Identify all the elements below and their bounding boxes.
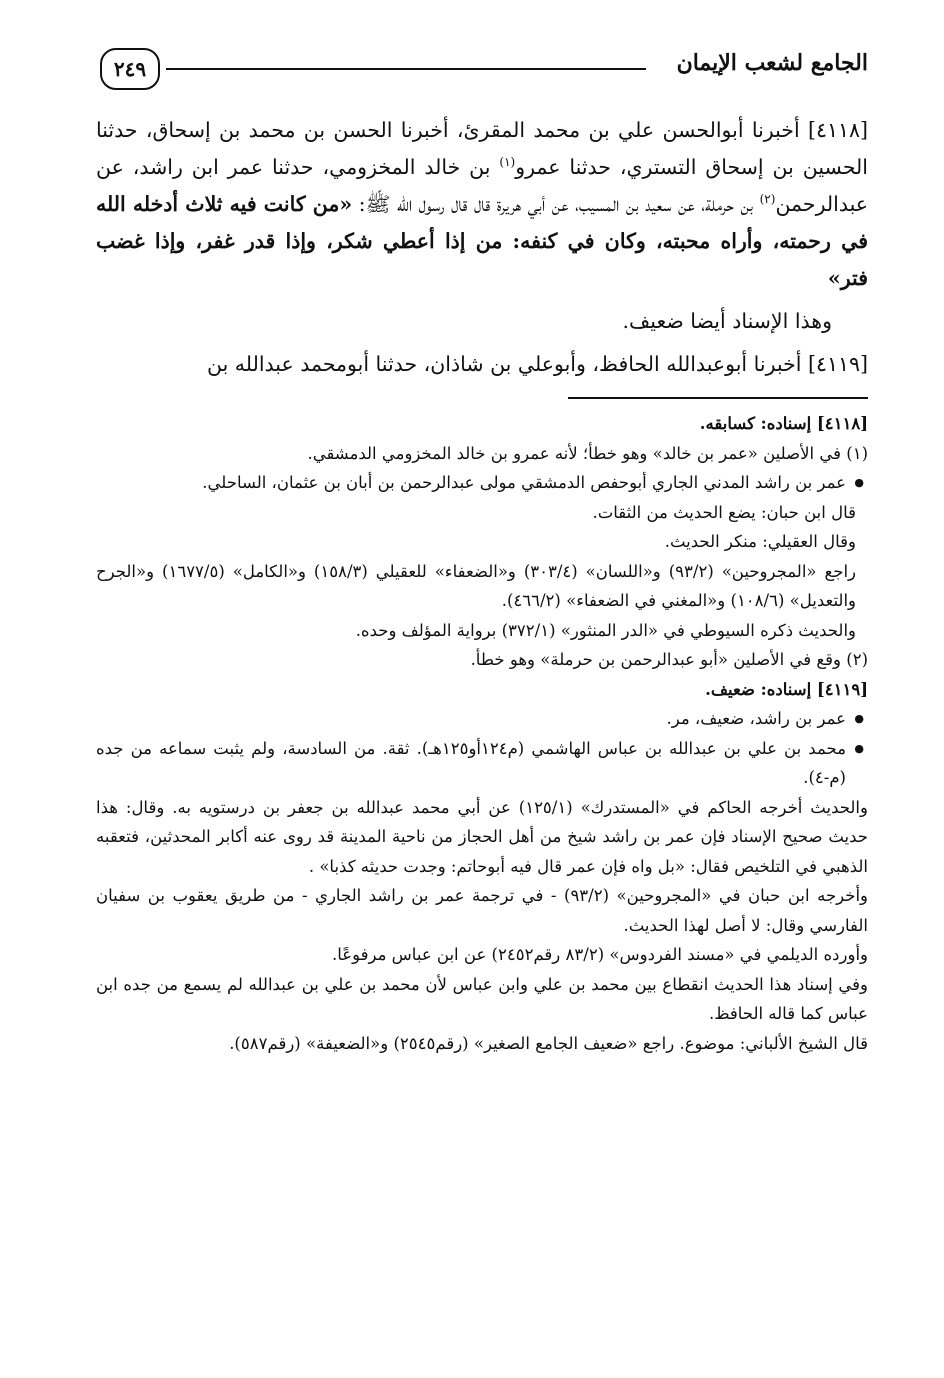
hadith-4118 (96, 112, 868, 297)
note-daylami: وأورده الديلمي في «مسند الفردوس» (٨٣/٢ رقم٢٤٥٢) عن ابن عباس مرفوعًا. (331, 945, 868, 964)
isnad-part-2: بن خالد المخزومي، حدثنا عمر ابن راشد، عن عبدالرحمن (96, 155, 868, 216)
book-page (96, 46, 868, 1058)
book-title: الجامع لشعب الإيمان (676, 50, 868, 76)
note-uqayli: وقال العقيلي: منكر الحديث. (664, 532, 856, 551)
hadith-4119: [٤١١٩] أخبرنا أبوعبدالله الحافظ، وأبوعلي بن شاذان، حدثنا أبومحمد عبدالله بن (206, 352, 868, 376)
note-4118-heading: [٤١١٨] إسناده: كسابقه. (699, 414, 868, 433)
note-inqita: وفي إسناد هذا الحديث انقطاع بين محمد بن علي وابن عباس لأن محمد بن علي بن عبدالله لم يسمع من جده ابن عباس كما قاله الحافظ. (96, 974, 868, 1023)
footnote-ref-1: (١) (499, 155, 516, 170)
note-2: (٢) وقع في الأصلين «أبو عبدالرحمن بن حرملة» وهو خطأ. (470, 650, 868, 669)
footnote-divider (568, 397, 868, 399)
note-narrator-umar: ● عمر بن راشد المدني الجاري أبوحفص الدمشقي مولى عبدالرحمن بن أبان بن عثمان، الساحلي. (96, 468, 868, 498)
isnad-part-1: [٤١١٨] أخبرنا أبوالحسن علي بن محمد المقرئ، أخبرنا الحسن بن محمد بن إسحاق، حدثنا الحسين بن إسحاق التستري، حدثنا عمرو (96, 118, 868, 179)
isnad-part-3: بن حرملة، عن سعيد بن المسيب، عن أبي هريرة قال قال رسول الله ﷺ: (352, 192, 760, 216)
main-text (96, 112, 868, 383)
footnotes (96, 409, 868, 1058)
isnad-comment: وهذا الإسناد أيضا ضعيف. (622, 309, 832, 333)
note-hakim: والحديث أخرجه الحاكم في «المستدرك» (١٢٥/١) عن أبي محمد عبدالله بن جعفر بن درستويه به. وقال: هذا حديث صحيح الإسناد فإن عمر بن راشد شيخ من أهل الحجاز من ناحية المدينة قد روى عنه أكابر المحدثين، فتعقبه الذهبي في التلخيص فقال: «بل واه فإن عمر قال فيه أبوحاتم: وجدت حديثه كذبا» . (96, 797, 868, 876)
note-4119-heading: [٤١١٩] إسناده: ضعيف. (705, 679, 868, 699)
note-ibn-hibban-2: وأخرجه ابن حبان في «المجروحين» (٩٣/٢) - في ترجمة عمر بن راشد الجاري - من طريق يعقوب بن سفيان الفارسي وقال: لا أصل لهذا الحديث. (96, 886, 869, 935)
note-suyuti: والحديث ذكره السيوطي في «الدر المنثور» (٣٧٢/١) برواية المؤلف وحده. (355, 620, 856, 640)
note-narrator-umar-2: ● عمر بن راشد، ضعيف، مر. (96, 704, 868, 734)
page-number: ٢٤٩ (100, 48, 160, 90)
footnote-ref-2: (٢) (759, 192, 776, 207)
note-albani: قال الشيخ الألباني: موضوع. راجع «ضعيف الجامع الصغير» (رقم٢٥٤٥) و«الضعيفة» (رقم٥٨٧). (229, 1033, 868, 1053)
running-header (96, 46, 868, 102)
header-rule (166, 68, 646, 70)
note-references: راجع «المجروحين» (٩٣/٢) و«اللسان» (٣٠٣/٤) و«الضعفاء» للعقيلي (١٥٨/٣) و«الكامل» (١٦٧٧/٥) و«الجرح والتعديل» (١٠٨/٦) و«المغني في الضعفاء» (٤٦٦/٢). (96, 561, 857, 610)
note-1: (١) في الأصلين «عمر بن خالد» وهو خطأ؛ لأنه عمرو بن خالد المخزومي الدمشقي. (307, 443, 868, 463)
note-ibn-hibban: قال ابن حبان: يضع الحديث من الثقات. (592, 502, 856, 522)
note-narrator-muhammad: ● محمد بن علي بن عبدالله بن عباس الهاشمي (م١٢٤أو١٢٥هـ). ثقة. من السادسة، ولم يثبت سماعه من جده (م-٤). (96, 734, 868, 793)
hadith-matn: «من كانت فيه ثلاث أدخله الله في رحمته، وأراه محبته، وكان في كنفه: من إذا أعطي شكر، وإذا قدر غفر، وإذا غضب فتر» (96, 192, 868, 290)
